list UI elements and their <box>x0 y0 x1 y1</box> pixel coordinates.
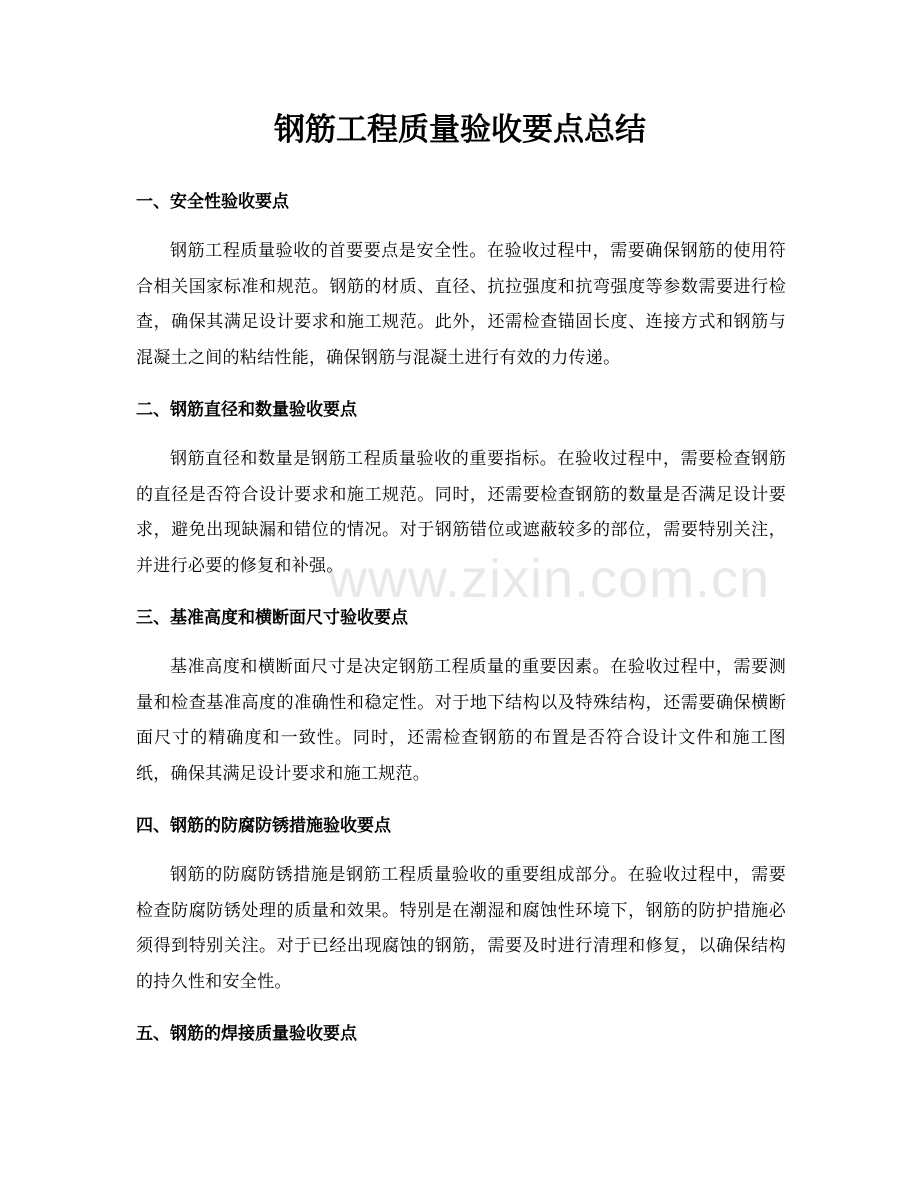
section-heading-2: 二、钢筋直径和数量验收要点 <box>136 400 357 420</box>
section-paragraph-3: 基准高度和横断面尺寸是决定钢筋工程质量的重要因素。在验收过程中，需要测量和检查基准高度的准确性和稳定性。对于地下结构以及特殊结构，还需要确保横断面尺寸的精确度和一致性。同时，还需检查钢筋的布置是否符合设计文件和施工图纸，确保其满足设计要求和施工规范。 <box>136 657 786 784</box>
document-title: 钢筋工程质量验收要点总结 <box>274 112 646 148</box>
section-heading-4: 四、钢筋的防腐防锈措施验收要点 <box>136 816 391 836</box>
section-heading-3: 三、基准高度和横断面尺寸验收要点 <box>136 608 408 628</box>
section-paragraph-2: 钢筋直径和数量是钢筋工程质量验收的重要指标。在验收过程中，需要检查钢筋的直径是否符合设计要求和施工规范。同时，还需要检查钢筋的数量是否满足设计要求，避免出现缺漏和错位的情况。对于钢筋错位或遮蔽较多的部位，需要特别关注，并进行必要的修复和补强。 <box>136 449 786 576</box>
section-heading-1: 一、安全性验收要点 <box>136 192 289 212</box>
section-heading-5: 五、钢筋的焊接质量验收要点 <box>136 1024 357 1044</box>
section-paragraph-1: 钢筋工程质量验收的首要要点是安全性。在验收过程中，需要确保钢筋的使用符合相关国家标准和规范。钢筋的材质、直径、抗拉强度和抗弯强度等参数需要进行检查，确保其满足设计要求和施工规范。此外，还需检查锚固长度、连接方式和钢筋与混凝土之间的粘结性能，确保钢筋与混凝土进行有效的力传递。 <box>136 241 786 368</box>
section-paragraph-4: 钢筋的防腐防锈措施是钢筋工程质量验收的重要组成部分。在验收过程中，需要检查防腐防锈处理的质量和效果。特别是在潮湿和腐蚀性环境下，钢筋的防护措施必须得到特别关注。对于已经出现腐蚀的钢筋，需要及时进行清理和修复，以确保结构的持久性和安全性。 <box>136 865 786 992</box>
watermark: www.zixin.com.cn <box>328 549 771 609</box>
